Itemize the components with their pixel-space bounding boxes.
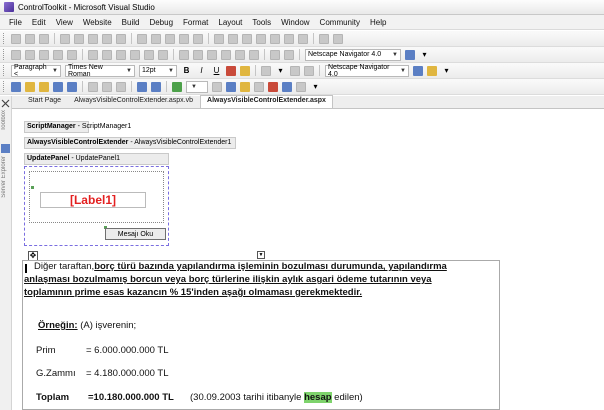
toplam-note-post: edilen) [331, 392, 363, 403]
window-title: ControlToolkit - Microsoft Visual Studio [18, 2, 155, 12]
format-icon[interactable] [333, 34, 343, 44]
check-icon[interactable] [405, 50, 415, 60]
separator [313, 33, 314, 44]
italic-button[interactable]: I [200, 66, 203, 75]
format-icon[interactable] [270, 34, 280, 44]
cut-icon[interactable] [11, 34, 21, 44]
chevron-down-icon: ▼ [392, 51, 398, 58]
menu-file[interactable]: File [9, 17, 22, 27]
new-project-icon[interactable] [11, 82, 21, 92]
start-debugging-icon[interactable] [172, 82, 182, 92]
layout-icon[interactable] [270, 50, 280, 60]
menu-debug[interactable]: Debug [149, 17, 174, 27]
menu-edit[interactable]: Edit [31, 17, 46, 27]
control-type: ScriptManager [27, 123, 76, 130]
menu-layout[interactable]: Layout [218, 17, 243, 27]
toolbar-grip[interactable] [3, 65, 6, 76]
script-manager-control[interactable] [24, 121, 132, 133]
separator [255, 65, 256, 76]
move-handle-icon[interactable]: ✥ [29, 251, 37, 260]
format-icon[interactable] [242, 34, 252, 44]
chevron-down-icon: ▼ [168, 67, 174, 74]
toolbar-2 [0, 47, 604, 63]
chevron-down-icon: ▼ [52, 67, 58, 74]
save-icon[interactable] [53, 82, 63, 92]
control-type: UpdatePanel [27, 155, 70, 162]
layout-icon[interactable] [221, 50, 231, 60]
toplam-note [190, 392, 363, 403]
format-icon[interactable] [284, 34, 294, 44]
add-item-icon[interactable] [25, 82, 35, 92]
layout-icon[interactable] [67, 50, 77, 60]
justify-icon[interactable] [261, 66, 271, 76]
cut-icon[interactable] [88, 82, 98, 92]
layout-icon[interactable] [130, 50, 140, 60]
block-format-dropdown[interactable] [11, 65, 61, 77]
example-label: Örneğin: [38, 320, 78, 331]
separator [299, 49, 300, 60]
toolbar-grip[interactable] [3, 33, 6, 44]
properties-icon[interactable] [240, 82, 250, 92]
control-id: - UpdatePanel1 [69, 155, 120, 162]
separator [82, 81, 83, 92]
align-right-icon[interactable] [116, 34, 126, 44]
format-icon[interactable] [151, 34, 161, 44]
target-schema-value-2: Netscape Navigator 4.0 [328, 63, 390, 78]
font-size-value: 12pt [142, 67, 156, 74]
visual-studio-icon [4, 2, 14, 12]
chevron-down-icon: ▼ [126, 67, 132, 74]
format-icon[interactable] [298, 34, 308, 44]
toolbox-tab[interactable]: Toolbox [1, 110, 7, 131]
control-type: AlwaysVisibleControlExtender [27, 139, 129, 146]
separator [264, 49, 265, 60]
always-visible-extender-control[interactable] [24, 137, 236, 149]
left-sidebar [0, 96, 12, 410]
font-size-dropdown[interactable] [139, 65, 177, 77]
font-name-value: Times New Roman [68, 63, 103, 78]
bullets-icon[interactable] [290, 66, 300, 76]
update-panel-header[interactable] [24, 153, 169, 165]
save-all-icon[interactable] [67, 82, 77, 92]
toolbox-icon[interactable] [268, 82, 278, 92]
label-control[interactable]: [Label1] [40, 192, 146, 208]
toolbar-1 [0, 31, 604, 47]
format-icon[interactable] [214, 34, 224, 44]
paragraph-line-3: toplamının prime esas kazancın % 15'inden aşağı olmaması gerekmektedir. [24, 287, 363, 298]
update-panel[interactable] [24, 166, 169, 246]
layout-icon[interactable] [235, 50, 245, 60]
format-icon[interactable] [193, 34, 203, 44]
line1-intro: Diğer taraftan, [34, 261, 95, 272]
layout-icon[interactable] [39, 50, 49, 60]
undo-icon[interactable] [60, 34, 70, 44]
chevron-down-icon[interactable]: ▾ [278, 66, 283, 75]
read-message-button[interactable]: Mesajı Oku [105, 228, 166, 240]
menu-build[interactable]: Build [121, 17, 140, 27]
layout-icon[interactable] [53, 50, 63, 60]
separator [166, 81, 167, 92]
menu-bar [0, 15, 604, 30]
menu-tools[interactable]: Tools [252, 17, 272, 27]
highlighted-word: hesap [304, 392, 332, 403]
css-icon[interactable] [427, 66, 437, 76]
prim-label: Prim [36, 345, 56, 356]
chevron-down-icon[interactable]: ▼ [258, 252, 264, 258]
control-glyph-icon [31, 186, 34, 189]
object-browser-icon[interactable] [254, 82, 264, 92]
check-icon[interactable] [413, 66, 423, 76]
content-template [29, 171, 164, 223]
toplam-value: =10.180.000.000 TL [88, 392, 174, 403]
format-icon[interactable] [165, 34, 175, 44]
format-icon[interactable] [179, 34, 189, 44]
target-schema-dropdown[interactable] [305, 49, 401, 61]
separator [319, 65, 320, 76]
solution-explorer-icon[interactable] [226, 82, 236, 92]
separator [131, 33, 132, 44]
separator [173, 49, 174, 60]
toolbar-options-icon[interactable]: ▾ [444, 66, 449, 75]
underline-button[interactable]: U [213, 66, 220, 75]
control-id: - AlwaysVisibleControlExtender1 [128, 139, 232, 146]
numbering-icon[interactable] [304, 66, 314, 76]
paste-icon[interactable] [116, 82, 126, 92]
separator [131, 81, 132, 92]
layout-icon[interactable] [179, 50, 189, 60]
server-explorer-tab[interactable]: Server Explorer [1, 156, 7, 198]
format-icon[interactable] [228, 34, 238, 44]
toolbar-options-icon[interactable]: ▾ [422, 50, 427, 59]
configuration-dropdown[interactable] [186, 81, 208, 93]
text-caret [25, 264, 27, 273]
redo-icon[interactable] [74, 34, 84, 44]
font-name-dropdown[interactable] [65, 65, 135, 77]
paragraph-line-2: anlaşması bozulmamış borcun veya borç türlerine ilişkin aylık asgari ödeme tutarının veya [24, 274, 432, 285]
bold-button[interactable]: B [183, 66, 190, 75]
server-explorer-icon[interactable] [1, 144, 10, 153]
formatting-toolbar [0, 63, 604, 79]
paste-icon[interactable] [39, 34, 49, 44]
layout-icon[interactable] [144, 50, 154, 60]
tab-start-page[interactable]: Start Page [28, 97, 62, 104]
format-icon[interactable] [137, 34, 147, 44]
toolbar-options-icon[interactable]: ▾ [313, 82, 318, 91]
toplam-note-pre: (30.09.2003 tarihi itibanyle [190, 392, 305, 403]
layout-icon[interactable] [116, 50, 126, 60]
menu-format[interactable]: Format [183, 17, 209, 27]
prim-value: = 6.000.000.000 TL [86, 345, 169, 356]
menu-window[interactable]: Window [281, 17, 310, 27]
chevron-down-icon: ▼ [400, 67, 406, 74]
align-left-icon[interactable] [88, 34, 98, 44]
block-format-value: Paragraph < [14, 63, 47, 78]
chevron-down-icon: ▼ [191, 83, 197, 90]
format-icon[interactable] [319, 34, 329, 44]
copy-icon[interactable] [102, 82, 112, 92]
gzam-label: G.Zammı [36, 368, 76, 379]
target-schema-dropdown-2[interactable] [325, 65, 409, 77]
undo-icon[interactable] [137, 82, 147, 92]
format-icon[interactable] [256, 34, 266, 44]
tab-aspx[interactable]: AlwaysVisibleControlExtender.aspx [200, 95, 333, 108]
standard-toolbar [0, 79, 604, 95]
layout-icon[interactable] [193, 50, 203, 60]
menu-community[interactable]: Community [319, 17, 360, 27]
toolbar-grip[interactable] [3, 81, 6, 92]
target-schema-value: Netscape Navigator 4.0 [308, 51, 382, 58]
separator [208, 33, 209, 44]
example-text: (A) işverenin; [77, 320, 137, 331]
layout-icon[interactable] [102, 50, 112, 60]
options-icon[interactable] [296, 82, 306, 92]
font-color-icon[interactable] [226, 66, 236, 76]
paragraph-line-1 [34, 261, 447, 272]
menu-view[interactable]: View [55, 17, 73, 27]
layout-icon[interactable] [249, 50, 259, 60]
redo-icon[interactable] [151, 82, 161, 92]
layout-icon[interactable] [11, 50, 21, 60]
highlight-icon[interactable] [240, 66, 250, 76]
document-tabs [12, 96, 604, 109]
layout-icon[interactable] [88, 50, 98, 60]
example-line [38, 320, 136, 331]
tab-aspx-vb[interactable]: AlwaysVisibleControlExtender.aspx.vb [74, 97, 194, 104]
toplam-label: Toplam [36, 392, 70, 403]
separator [82, 49, 83, 60]
align-center-icon[interactable] [102, 34, 112, 44]
layout-icon[interactable] [158, 50, 168, 60]
toolbox-icon[interactable] [1, 99, 10, 108]
line1-bold: borç türü bazında yapılandırma işleminin bozulması durumunda, yapılandırma [94, 261, 447, 272]
find-icon[interactable] [212, 82, 222, 92]
menu-website[interactable]: Website [82, 17, 112, 27]
gzam-value: = 4.180.000.000 TL [86, 368, 169, 379]
toolbar-grip[interactable] [3, 49, 6, 60]
control-id: - ScriptManager1 [75, 123, 132, 130]
start-page-icon[interactable] [282, 82, 292, 92]
design-surface[interactable] [12, 109, 604, 410]
copy-icon[interactable] [25, 34, 35, 44]
open-file-icon[interactable] [39, 82, 49, 92]
layout-icon[interactable] [207, 50, 217, 60]
menu-help[interactable]: Help [370, 17, 387, 27]
title-bar [0, 0, 604, 15]
separator [54, 33, 55, 44]
layout-icon[interactable] [25, 50, 35, 60]
layout-icon[interactable] [284, 50, 294, 60]
